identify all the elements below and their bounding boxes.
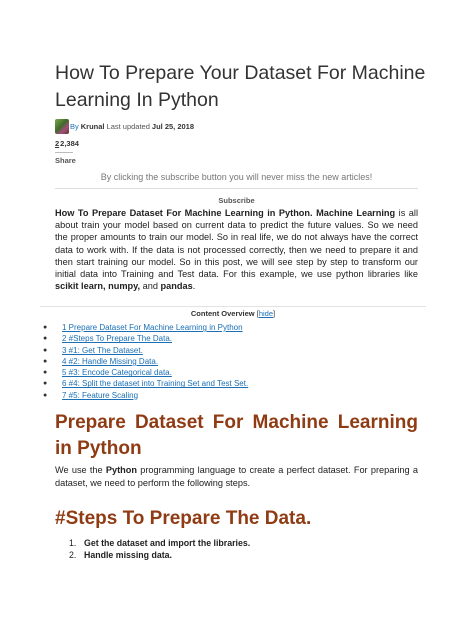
- toc-link[interactable]: 5 #3: Encode Categorical data.: [62, 368, 172, 378]
- toc-link[interactable]: 2 #Steps To Prepare The Data.: [62, 334, 172, 344]
- intro-library-pandas: pandas: [160, 281, 193, 292]
- intro-bold-lead: How To Prepare Dataset For Machine Learning in Python. Machine Learning: [55, 208, 396, 218]
- toc-link[interactable]: 4 #2: Handle Missing Data.: [62, 356, 159, 366]
- toc-link[interactable]: 1 Prepare Dataset For Machine Learning in Python: [62, 323, 243, 332]
- toc-link[interactable]: 6 #4: Split the dataset into Training Set and Test Set.: [62, 379, 249, 389]
- subscribe-button[interactable]: Subscribe: [218, 196, 255, 205]
- step-number: 2.: [69, 549, 77, 560]
- share-count-icon: 2: [55, 139, 60, 148]
- intro-text-3: .: [192, 281, 196, 292]
- step-text: Get the dataset and import the libraries.: [84, 538, 251, 548]
- author-link[interactable]: Krunal: [80, 121, 105, 131]
- updated-label: Last updated: [106, 121, 150, 131]
- step-number: 1.: [69, 538, 77, 548]
- toc-item: [40, 345, 426, 356]
- intro-paragraph: [55, 207, 418, 292]
- toc-link[interactable]: 7 #5: Feature Scaling: [62, 390, 139, 400]
- toc-hide-link[interactable]: hide: [258, 309, 274, 318]
- by-label: By: [70, 121, 79, 131]
- toc-item: [40, 390, 426, 401]
- toc-item: [40, 322, 426, 333]
- step-text: Handle missing data.: [84, 549, 172, 560]
- bullet-icon: ●: [43, 369, 48, 377]
- section-heading-prepare-dataset: Prepare Dataset For Machine Learning in Python: [55, 412, 418, 459]
- updated-date: Jul 25, 2018: [151, 121, 195, 131]
- content-overview: [40, 306, 426, 401]
- bullet-icon: ●: [43, 324, 48, 331]
- subscribe-divider: [55, 188, 418, 189]
- bullet-icon: ●: [43, 357, 48, 365]
- share-button[interactable]: Share: [55, 156, 76, 165]
- subscribe-message: By clicking the subscribe button you will never miss the new articles!: [100, 172, 373, 182]
- intro-libraries: scikit learn, numpy,: [55, 281, 141, 292]
- bullet-icon: ●: [43, 335, 48, 343]
- toc-item: [40, 367, 426, 378]
- toc-item: [40, 378, 426, 389]
- section-bold-python: Python: [105, 465, 138, 475]
- intro-text-2: and: [140, 281, 161, 292]
- bullet-icon: ●: [43, 391, 48, 399]
- section-heading-steps: #Steps To Prepare The Data.: [55, 508, 312, 529]
- toc-link[interactable]: 3 #1: Get The Dataset.: [62, 345, 143, 355]
- toc-bracket-open: [: [256, 309, 259, 318]
- toc-header: [40, 309, 426, 318]
- share-count: 2,384: [60, 139, 79, 148]
- section-text-before: We use the: [55, 465, 106, 475]
- section-paragraph: [55, 464, 418, 489]
- share-divider: [55, 152, 73, 153]
- toc-item: [40, 356, 426, 367]
- article-title: How To Prepare Your Dataset For Machine Learning In Python: [55, 62, 426, 111]
- share-counter: [55, 139, 79, 148]
- bullet-icon: ●: [43, 346, 48, 354]
- intro-text-1: is all about train your model based on current data to predict the future values. So we need the proper amounts to train our model. So in real life, we do not always have the correct data to work with. If the data is not processed correctly, then we need to prepare it and then start training our model. So in this post, we will see step by step to transform our initial data into Training and Test data. For this example, we use python libraries like: [55, 208, 418, 280]
- toc-bracket-close: ]: [273, 309, 276, 318]
- step-item: [55, 538, 250, 550]
- toc-list: [40, 322, 426, 401]
- steps-list: [55, 538, 250, 561]
- bullet-icon: ●: [43, 380, 48, 388]
- step-item: [55, 550, 250, 562]
- author-avatar[interactable]: [55, 119, 69, 134]
- toc-heading: Content Overview: [190, 309, 255, 318]
- section-text-after: programming language to create a perfect dataset. For preparing a dataset, we need to perform the following steps.: [55, 465, 418, 488]
- toc-item: [40, 333, 426, 344]
- article-meta: [55, 116, 194, 136]
